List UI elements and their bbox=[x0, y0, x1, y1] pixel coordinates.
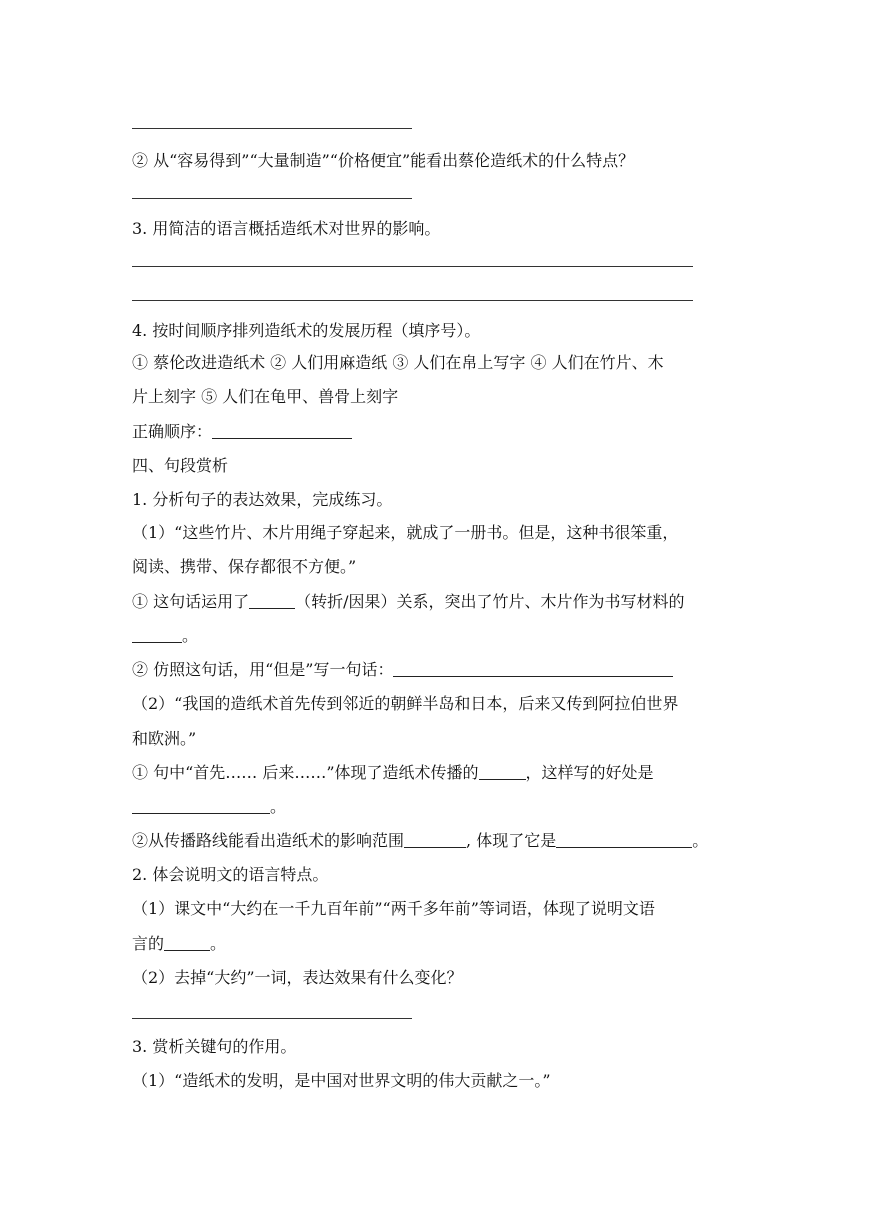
answer-line[interactable] bbox=[132, 128, 412, 129]
text: ① 句中“首先…… 后来……”体现了造纸术传播的 bbox=[132, 763, 479, 782]
exercise-2: 2. 体会说明文的语言特点。 bbox=[132, 865, 329, 884]
exercise-1: 1. 分析句子的表达效果，完成练习。 bbox=[132, 490, 393, 509]
section-heading: 四、句段赏析 bbox=[132, 456, 229, 475]
question-4-answer bbox=[132, 421, 352, 443]
answer-line[interactable] bbox=[132, 198, 412, 199]
exercise-1-part-2-q1-cont bbox=[132, 796, 286, 818]
answer-blank[interactable] bbox=[479, 763, 526, 780]
text: 。 bbox=[210, 934, 227, 953]
exercise-1-part-1-q1 bbox=[132, 591, 685, 613]
answer-label: 正确顺序： bbox=[132, 422, 213, 441]
answer-line[interactable] bbox=[132, 266, 693, 267]
text: ① 这句话运用了 bbox=[132, 592, 250, 611]
exercise-1-part-1-cont: 阅读、携带、保存都很不方便。” bbox=[132, 557, 357, 576]
text: ②从传播路线能看出造纸术的影响范围 bbox=[132, 831, 405, 850]
text: ，这样写的好处是 bbox=[525, 763, 654, 782]
exercise-1-part-1-q2 bbox=[132, 659, 673, 681]
exercise-2-part-2: （2）去掉“大约”一词，表达效果有什么变化？ bbox=[132, 968, 463, 987]
text: 言的 bbox=[132, 934, 165, 953]
exercise-1-part-2-cont: 和欧洲。” bbox=[132, 729, 197, 748]
question-4: 4. 按时间顺序排列造纸术的发展历程（填序号）。 bbox=[132, 321, 481, 340]
exercise-1-part-1-q1-cont bbox=[132, 625, 198, 647]
answer-blank[interactable] bbox=[393, 660, 673, 677]
answer-blank[interactable] bbox=[164, 934, 210, 951]
question-4-options-cont: 片上刻字 ⑤ 人们在龟甲、兽骨上刻字 bbox=[132, 387, 399, 406]
text: , 体现了它是 bbox=[466, 831, 557, 850]
text: （转折/因果）关系，突出了竹片、木片作为书写材料的 bbox=[295, 592, 685, 611]
question-4-options: ① 蔡伦改进造纸术 ② 人们用麻造纸 ③ 人们在帛上写字 ④ 人们在竹片、木 bbox=[132, 353, 664, 372]
answer-line[interactable] bbox=[132, 1018, 412, 1019]
exercise-1-part-2-q1 bbox=[132, 762, 654, 784]
text: 。 bbox=[182, 626, 199, 645]
exercise-2-part-1: （1）课文中“大约在一千九百年前”“两千多年前”等词语，体现了说明文语 bbox=[132, 899, 655, 918]
exercise-1-part-1: （1）“这些竹片、木片用绳子穿起来，就成了一册书。但是，这种书很笨重， bbox=[132, 523, 679, 542]
answer-blank[interactable] bbox=[404, 831, 466, 848]
exercise-3-part-1: （1）“造纸术的发明，是中国对世界文明的伟大贡献之一。” bbox=[132, 1071, 551, 1090]
exercise-1-part-2-q2 bbox=[132, 830, 708, 852]
text: ② 仿照这句话，用“但是”写一句话： bbox=[132, 660, 394, 679]
text: 。 bbox=[692, 831, 709, 850]
exercise-3: 3. 赏析关键句的作用。 bbox=[132, 1037, 297, 1056]
question-2-sub-2: ② 从“容易得到”“大量制造”“价格便宜”能看出蔡伦造纸术的什么特点？ bbox=[132, 151, 635, 170]
answer-blank[interactable] bbox=[249, 592, 295, 609]
answer-blank[interactable] bbox=[212, 422, 352, 439]
answer-blank[interactable] bbox=[556, 831, 692, 848]
answer-blank[interactable] bbox=[132, 626, 182, 643]
exercise-2-part-1-cont bbox=[132, 933, 226, 955]
exercise-1-part-2: （2）“我国的造纸术首先传到邻近的朝鲜半岛和日本，后来又传到阿拉伯世界 bbox=[132, 694, 679, 713]
answer-line[interactable] bbox=[132, 300, 693, 301]
question-3: 3. 用简洁的语言概括造纸术对世界的影响。 bbox=[132, 219, 441, 238]
text: 。 bbox=[270, 797, 287, 816]
answer-blank[interactable] bbox=[132, 797, 270, 814]
